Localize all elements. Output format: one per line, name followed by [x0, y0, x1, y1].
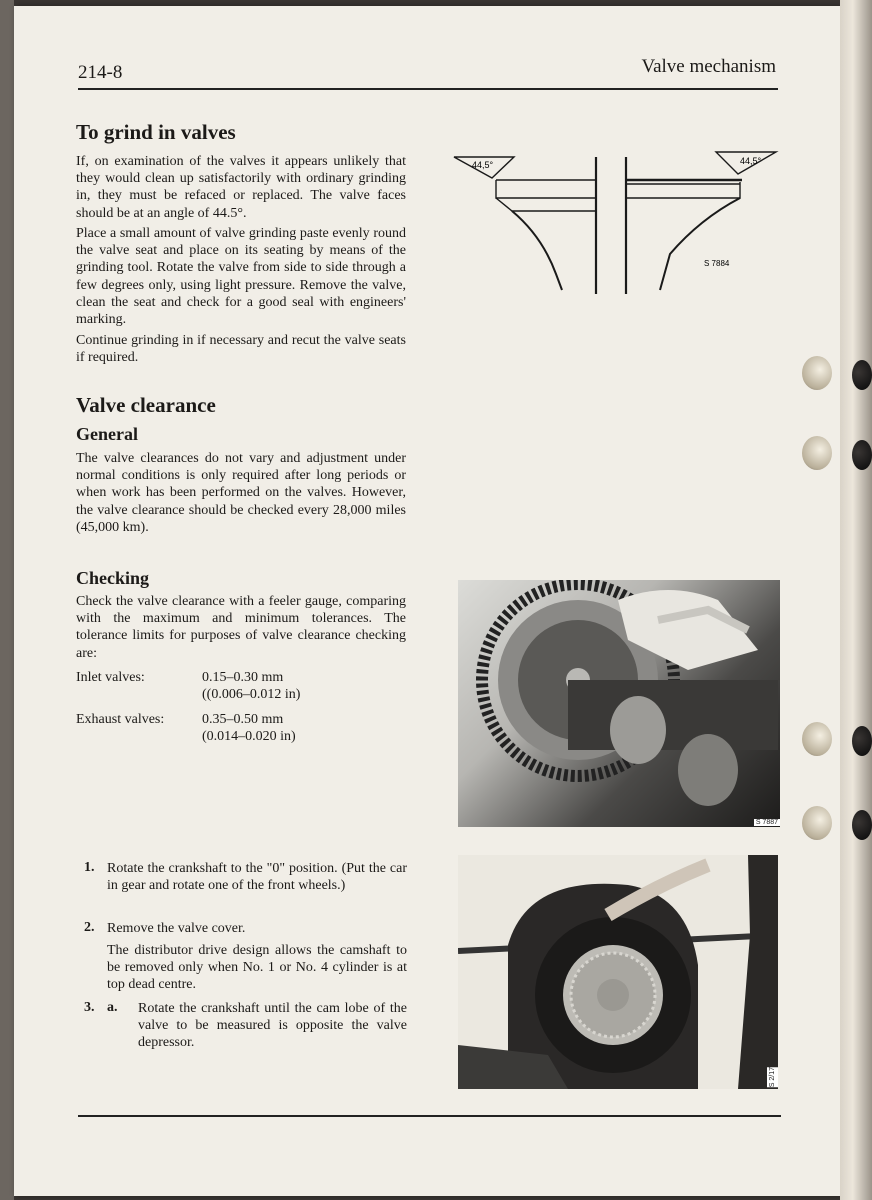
exhaust-in: (0.014–0.020 in) — [202, 729, 296, 744]
step-2-note: The distributor drive design allows the camshaft to be removed only when No. 1 or No. 4 cylinder is at top dead centre. — [107, 943, 407, 993]
grind-paragraph-3: Continue grinding in if necessary and recut the valve seats if required. — [76, 333, 406, 366]
valve-angle-diagram — [450, 144, 780, 299]
punch-hole-2 — [802, 436, 832, 470]
camshaft-sprocket-photo — [458, 580, 780, 827]
grind-paragraph-1: If, on examination of the valves it appears unlikely that they would clean up satisfactorily with ordinary grinding in, they must be refaced or replaced. The valve faces should be at an angle of 44.5°. — [76, 154, 406, 221]
front-wheel-photo — [458, 855, 778, 1089]
camshaft-photo-code: S 7887 — [755, 819, 778, 826]
step-2-text: Remove the valve cover. — [107, 921, 246, 936]
heading-grind-valves: To grind in valves — [76, 120, 236, 144]
punch-hole-next-page-3 — [852, 726, 872, 756]
heading-checking: Checking — [76, 568, 150, 588]
footer-rule — [78, 1115, 781, 1117]
wheel-photo-code: S 2/17 — [769, 1066, 776, 1087]
camshaft-photo-art — [458, 580, 780, 827]
right-angle-label: 44,5° — [740, 156, 762, 166]
running-head — [78, 56, 778, 90]
step-1-text: Rotate the crankshaft to the "0" position. (Put the car in gear and rotate one of the front wheels.) — [107, 861, 407, 894]
wheel-photo-art — [458, 855, 778, 1089]
punch-hole-3 — [802, 722, 832, 756]
grind-paragraph-2: Place a small amount of valve grinding paste evenly round the valve seat and place on its seating by means of the grinding tool. Rotate the valve from side to side through a few degrees only, using light pressure. Remove the valve, clean the seat and check for a good seal with engineers' marking. — [76, 226, 406, 328]
section-title: Valve mechanism — [641, 56, 776, 77]
exhaust-label: Exhaust valves: — [76, 712, 165, 727]
heading-general: General — [76, 424, 138, 444]
punch-hole-4 — [802, 806, 832, 840]
general-paragraph: The valve clearances do not vary and adjustment under normal conditions is only required after long periods or when work has been performed on the valves. However, the valve clearance should be checked every 28,000 miles (45,000 km). — [76, 451, 406, 535]
exhaust-mm: 0.35–0.50 mm — [202, 712, 284, 727]
step-1-number: 1. — [84, 860, 95, 875]
page-edge — [840, 0, 872, 1200]
inlet-label: Inlet valves: — [76, 670, 145, 685]
punch-hole-next-page-2 — [852, 440, 872, 470]
punch-hole-next-page-1 — [852, 360, 872, 390]
heading-valve-clearance: Valve clearance — [76, 393, 216, 417]
manual-page — [14, 6, 840, 1196]
step-3-sub-letter: a. — [107, 1000, 118, 1015]
step-3-number: 3. — [84, 1000, 95, 1015]
inlet-in: ((0.006–0.012 in) — [202, 687, 301, 702]
inlet-mm: 0.15–0.30 mm — [202, 670, 284, 685]
step-2-number: 2. — [84, 920, 95, 935]
diagram-code: S 7884 — [704, 259, 730, 268]
punch-hole-next-page-4 — [852, 810, 872, 840]
binding-spine — [0, 0, 14, 1200]
checking-paragraph: Check the valve clearance with a feeler gauge, comparing with the maximum and minimum tolerances. The tolerance limits for purposes of valve clearance checking are: — [76, 594, 406, 661]
step-3-text: Rotate the crankshaft until the cam lobe of the valve to be measured is opposite the valve depressor. — [138, 1001, 407, 1051]
left-angle-label: 44,5° — [472, 160, 494, 170]
punch-hole-1 — [802, 356, 832, 390]
page-number: 214-8 — [78, 62, 123, 83]
